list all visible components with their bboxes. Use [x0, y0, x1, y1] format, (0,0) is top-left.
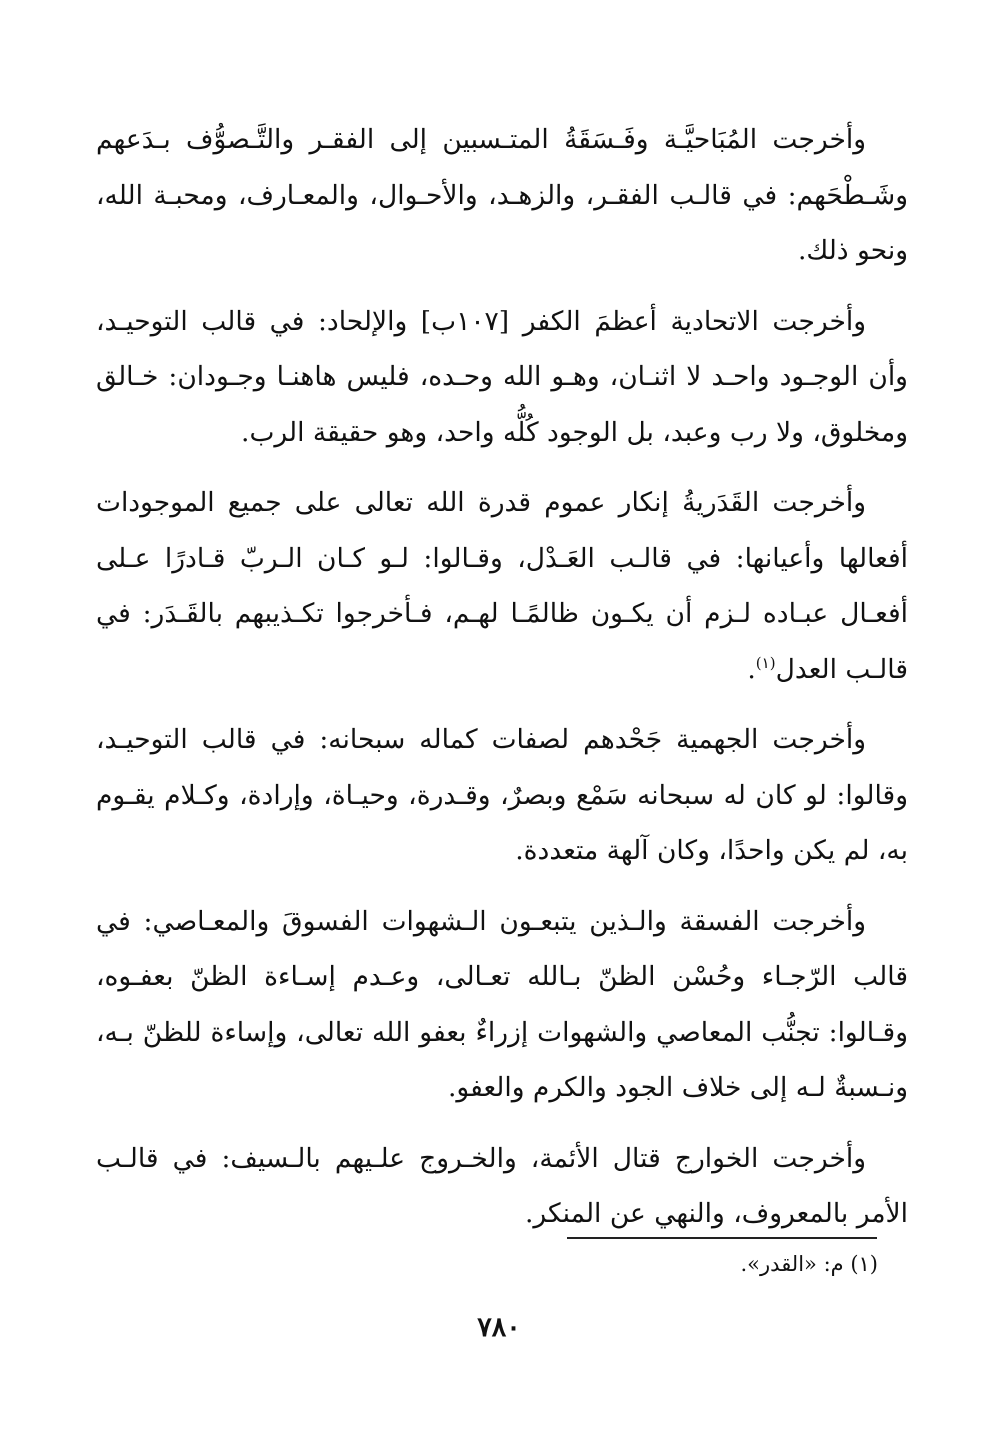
paragraph-khawarij: وأخرجت الخوارج قتال الأئمة، والخـروج علـيهم بالـسيف: في قالـب الأمر بالمعروف، والنهي عن المنكر. — [96, 1142, 908, 1229]
footnote: (١) م: «القدر». — [740, 1252, 878, 1276]
main-text — [96, 112, 908, 1257]
paragraph-fasaqa: وأخرجت الفسقة والـذين يتبعـون الـشهوات الفسوقَ والمعـاصي: في قالب الرّجـاء وحُسْن الظنّ بـالله تعـالى، وعـدم إسـاءة الظنّ بعفـوه، وقـالوا: تجنُّب المعاصي والشهوات إزراءٌ بعفو الله تعالى، وإساءة للظنّ بـه، ونـسبةٌ لـه إلى خلاف الجود والكرم والعفو. — [96, 905, 908, 1103]
paragraph-jahmiyya: وأخرجت الجهمية جَحْدهم لصفات كماله سبحانه: في قالب التوحيـد، وقالوا: لو كان له سبحانه سَمْع وبصرٌ، وقـدرة، وحيـاة، وإرادة، وكـلام يقـوم به، لم يكن واحدًا، وكان آلهة متعددة. — [96, 724, 908, 866]
paragraph-ittihadiyya: وأخرجت الاتحادية أعظمَ الكفر [١٠٧ب] والإلحاد: في قالب التوحيـد، وأن الوجـود واحـد لا اثنـان، وهـو الله وحـده، فليس هاهنـا وجـودان: خـالق ومخلوق، ولا رب وعبد، بل الوجود كُلُّه واحد، وهو حقيقة الرب. — [96, 305, 908, 448]
paragraph-qadariyya-end: . — [747, 653, 756, 685]
paragraph-qadariyya — [96, 475, 908, 697]
page-number: ٧٨٠ — [477, 1312, 521, 1343]
footnote-reference: (١) — [755, 653, 776, 672]
paragraph-mubahiyya: وأخرجت المُبَاحيَّـة وفَـسَقَةُ المتـسبين إلى الفقـر والتَّـصوُّف بـدَعهم وشَـطْحَهم: في قالـب الفقـر، والزهـد، والأحـوال، والمعـارف، ومحبـة الله، ونحو ذلك. — [96, 124, 908, 266]
footnote-divider — [567, 1237, 877, 1239]
paragraph-qadariyya-text: وأخرجت القَدَريةُ إنكار عموم قدرة الله تعالى على جميع الموجودات أفعالها وأعيانها: في قالـب العَـدْل، وقـالوا: لـو كـان الـربّ قـادرًا عـلى أفعـال عبـاده لـزم أن يكـون ظالمًـا لهـم، فـأخرجوا تكـذيبهم بالقَـدَر: في قالـب العدل — [96, 487, 908, 685]
